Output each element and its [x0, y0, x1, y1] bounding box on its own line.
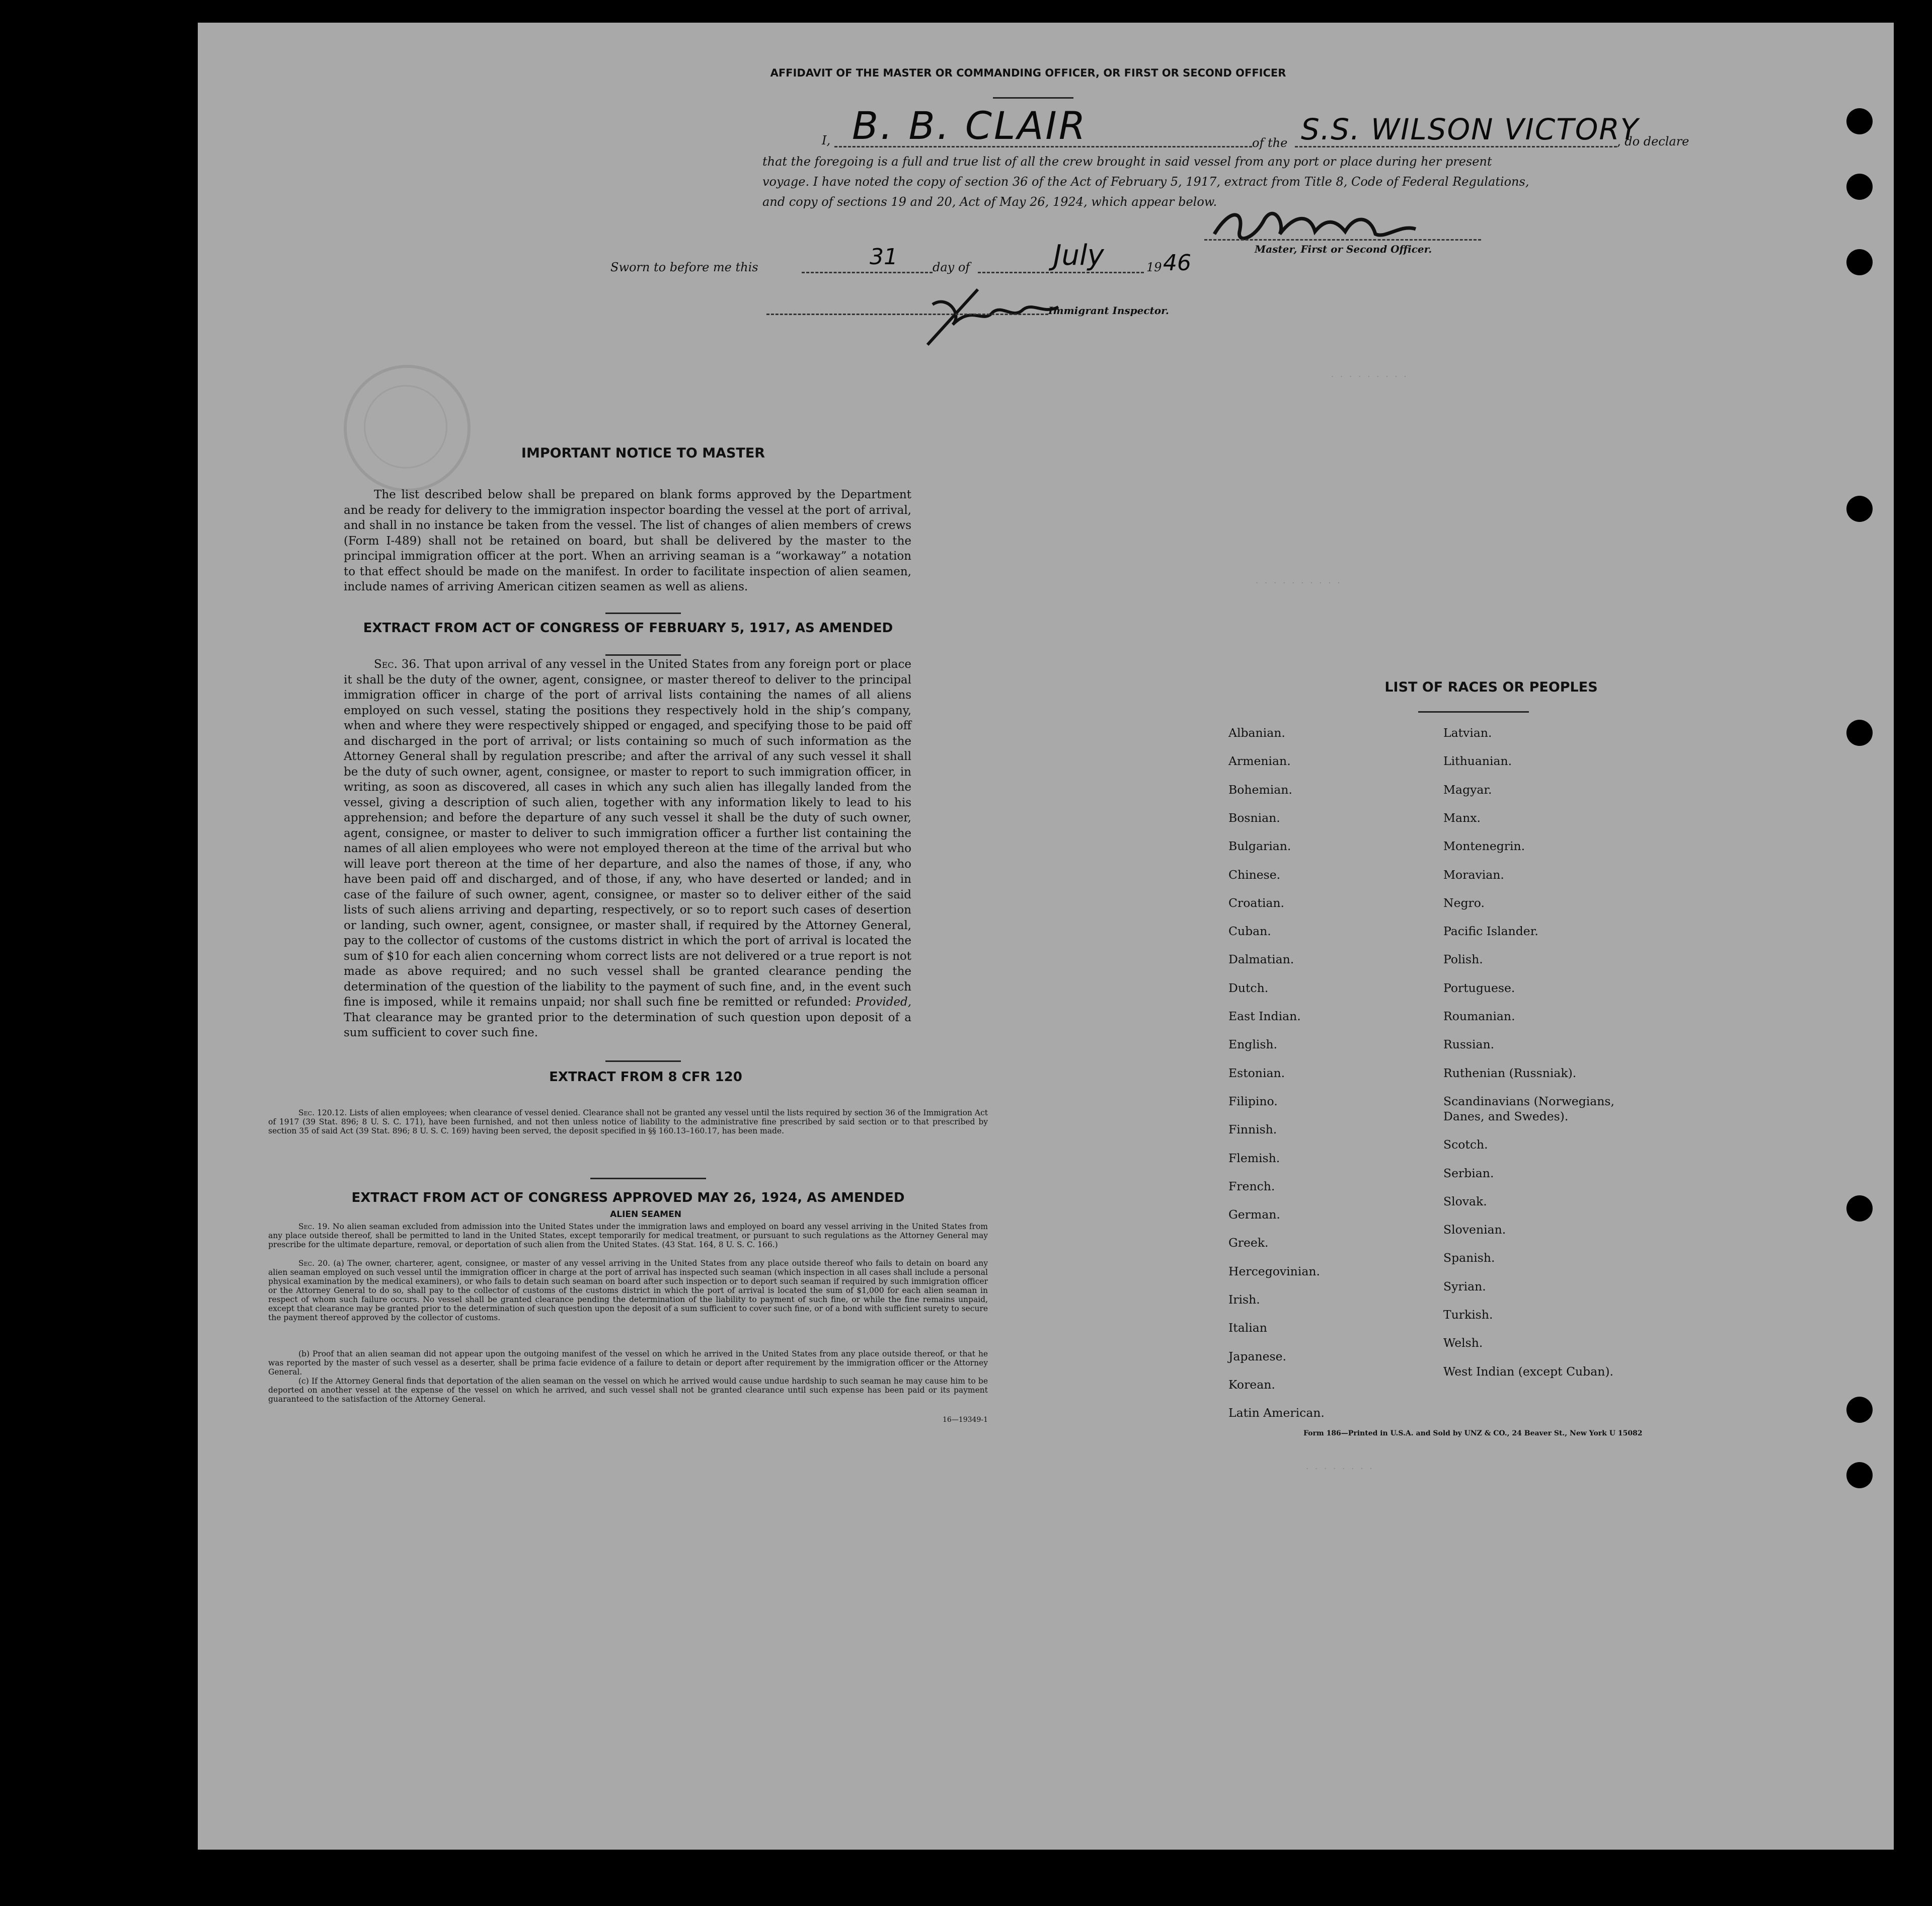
race-right-item: Portuguese.: [1443, 980, 1515, 995]
race-left-item: Croatian.: [1228, 895, 1284, 910]
race-left-item: Dalmatian.: [1228, 952, 1294, 967]
race-left-item: Armenian.: [1228, 754, 1291, 769]
punch-hole: [1846, 1462, 1873, 1488]
extract-1917-heading: EXTRACT FROM ACT OF CONGRESS OF FEBRUARY 5, 1917, AS AMENDED: [363, 621, 893, 636]
punch-hole: [1846, 720, 1873, 746]
race-left-item: French.: [1228, 1179, 1275, 1193]
sec-20c-body: (c) If the Attorney General finds that deportation of the alien seaman on the vessel on which he arrived would cause undue hardship to such seaman he may cause him to be deported on another vessel at the expense of the vessel on which he arrived, and such vessel shall not be granted clearance until such expense has been paid or its payment guaranteed to the satisfaction of the Attorney General.: [268, 1377, 988, 1404]
race-right-item: Turkish.: [1443, 1308, 1493, 1322]
extract-1924-subheading: ALIEN SEAMEN: [610, 1209, 681, 1219]
race-right-item: West Indian (except Cuban).: [1443, 1364, 1614, 1379]
race-left-item: English.: [1228, 1037, 1278, 1052]
master-signature-line: [1204, 239, 1481, 241]
cfr-body: [268, 1108, 988, 1135]
sec-120-label: Sec. 120.12.: [298, 1108, 347, 1117]
race-right-item: Magyar.: [1443, 782, 1492, 797]
punch-hole: [1846, 496, 1873, 522]
race-left-item: East Indian.: [1228, 1009, 1301, 1023]
print-code: 16—19349-1: [943, 1416, 988, 1424]
race-right-item: Moravian.: [1443, 867, 1504, 882]
race-left-item: German.: [1228, 1207, 1280, 1222]
divider: [605, 613, 681, 614]
race-left-item: Cuban.: [1228, 924, 1271, 939]
divider: [1418, 711, 1529, 713]
of-the-label: of the: [1252, 136, 1288, 150]
year-handwritten: 46: [1163, 250, 1191, 276]
punch-hole: [1846, 108, 1873, 134]
race-left-item: Finnish.: [1228, 1122, 1277, 1137]
race-left-item: Greek.: [1228, 1236, 1269, 1250]
affidavit-line-2: that the foregoing is a full and true list of all the crew brought in said vessel from any port or place during her present: [762, 155, 1492, 169]
divider: [605, 654, 681, 656]
race-right-item: Scotch.: [1443, 1137, 1488, 1152]
race-left-item: Bosnian.: [1228, 810, 1280, 825]
race-left-item: Japanese.: [1228, 1349, 1286, 1363]
punch-hole: [1846, 1397, 1873, 1423]
divider: [993, 97, 1073, 99]
race-right-item: Pacific Islander.: [1443, 924, 1538, 939]
punch-hole: [1846, 249, 1873, 275]
race-right-item: Montenegrin.: [1443, 839, 1525, 854]
inspector-scribble: [917, 284, 1068, 350]
divider: [605, 1060, 681, 1062]
race-left-item: Filipino.: [1228, 1094, 1278, 1108]
sec-20-label: Sec. 20.: [298, 1259, 331, 1268]
race-left-item: Italian: [1228, 1321, 1267, 1335]
race-right-item: Latvian.: [1443, 726, 1492, 740]
sec-20b-body: (b) Proof that an alien seaman did not appear upon the outgoing manifest of the vessel on which he arrived in the United States from any place outside thereof, or that he was reported by the master of such vessel as a deserter, shall be prima facie evidence of a failure to detain or deport after requirement by the immigration officer or the Attorney General.: [268, 1349, 988, 1377]
race-right-item: Roumanian.: [1443, 1009, 1515, 1023]
form-note: Form 186—Printed in U.S.A. and Sold by UNZ & CO., 24 Beaver St., New York U 15082: [1303, 1429, 1643, 1437]
race-right-item: Ruthenian (Russniak).: [1443, 1065, 1577, 1080]
bleed-through-text: . . . . . . . . . .: [1255, 576, 1341, 585]
document-page: [198, 23, 1894, 1850]
race-left-item: Flemish.: [1228, 1151, 1280, 1165]
sec-20a-body: [268, 1259, 988, 1322]
punch-hole: [1846, 1195, 1873, 1222]
sec-19-body: [268, 1222, 988, 1249]
races-heading: LIST OF RACES OR PEOPLES: [1384, 679, 1598, 695]
race-left-item: Albanian.: [1228, 726, 1285, 740]
race-right-item: Polish.: [1443, 952, 1483, 967]
race-left-item: Estonian.: [1228, 1065, 1285, 1080]
inspector-line: [766, 314, 1048, 315]
extract-1917-body: [344, 657, 911, 1041]
day-line: [802, 272, 933, 273]
inspector-label: Immigrant Inspector.: [1048, 304, 1169, 317]
bleed-through-text: . . . . . . . .: [1305, 1462, 1373, 1471]
month-line: [978, 272, 1144, 273]
race-left-item: Hercegovinian.: [1228, 1264, 1320, 1278]
race-right-item: Welsh.: [1443, 1336, 1483, 1350]
sec-36-label: Sec. 36.: [374, 658, 420, 671]
race-left-item: Bohemian.: [1228, 782, 1292, 797]
race-right-item: Scandinavians (Norwegians,: [1443, 1094, 1614, 1108]
month-handwritten: July: [1053, 239, 1104, 272]
race-left-item: Irish.: [1228, 1292, 1260, 1307]
race-right-item: Negro.: [1443, 895, 1485, 910]
race-right-item: Spanish.: [1443, 1251, 1495, 1265]
race-left-item: Latin American.: [1228, 1406, 1325, 1420]
sec-36-text-end: That clearance may be granted prior to the determination of such question upon deposit of a sum sufficient to cover such fine.: [344, 1011, 911, 1039]
sec-120-text: Lists of alien employees; when clearance of vessel denied. Clearance shall not be granted any vessel until the lists required by section 36 of the Immigration Act of 1917 (39 Stat. 896; 8 U. S. C. 171), have been furnished, and not then unless notice of liability to the administrative fine prescribed by said section or to that prescribed by section 35 of said Act (39 Stat. 896; 8 U. S. C. 169) having been served, the deposit specified in §§ 160.13–160.17, has been made.: [268, 1108, 988, 1135]
extract-1924-heading: EXTRACT FROM ACT OF CONGRESS APPROVED MAY 26, 1924, AS AMENDED: [351, 1190, 905, 1205]
inspector-signature: [917, 284, 1068, 352]
sec-20a-text: (a) The owner, charterer, agent, consignee, or master of any vessel arriving in the United States from any place outside thereof who fails to detain on board any alien seaman employed on such vessel until the immigration officer in charge at the port of arrival has inspected such seaman (which inspection in all cases shall include a personal physical examination by the medical examiners), or who fails to detain such seaman on board after such inspection or to deport such seaman if required by such immigration officer or the Attorney General to do so, shall pay to the collector of customs of the customs district in which the port of arrival is located the sum of $1,000 for each alien seaman in respect of whom such failure occurs. No vessel shall be granted clearance pending the determination of the liability to payment of such fine, or while the fine remains unpaid, except that clearance may be granted prior to the determination of such question upon the deposit of a sum sufficient to cover such fine, or of a bond with sufficient surety to secure the payment thereof approved by the collector of customs.: [268, 1259, 988, 1322]
race-right-item: Russian.: [1443, 1037, 1495, 1052]
officer-name-handwritten: B. B. CLAIR: [852, 103, 1088, 148]
embossed-seal-inner: [364, 385, 447, 469]
punch-hole: [1846, 174, 1873, 200]
race-right-item: Serbian.: [1443, 1166, 1494, 1180]
sworn-label: Sworn to before me this: [610, 260, 758, 274]
affidavit-i-label: I,: [822, 133, 831, 147]
signature-scribble: [1209, 204, 1421, 249]
race-left-item: Dutch.: [1228, 980, 1269, 995]
sec-19-text: No alien seaman excluded from admission into the United States under the immigration laws and employed on board any vessel arriving in the United States from any place outside thereof, shall be permitted to land in the United States, except temporarily for medical treatment, or pursuant to such regulations as the Attorney General may prescribe for the ultimate departure, removal, or deportation of such alien from the United States. (43 Stat. 164, 8 U. S. C. 166.): [268, 1222, 988, 1249]
master-label: Master, First or Second Officer.: [1255, 243, 1432, 255]
affidavit-line-4: and copy of sections 19 and 20, Act of May 26, 1924, which appear below.: [762, 195, 1217, 209]
race-right-item: Danes, and Swedes).: [1443, 1109, 1569, 1123]
notice-heading: IMPORTANT NOTICE TO MASTER: [521, 445, 765, 461]
race-left-item: Bulgarian.: [1228, 839, 1291, 854]
sec-19-label: Sec. 19.: [298, 1222, 330, 1231]
race-right-item: Lithuanian.: [1443, 754, 1512, 769]
bleed-through-text: . . . . . . . . .: [1330, 370, 1408, 379]
vessel-name-handwritten: S.S. WILSON VICTORY: [1301, 112, 1640, 146]
cfr-heading: EXTRACT FROM 8 CFR 120: [549, 1070, 742, 1085]
race-left-item: Korean.: [1228, 1377, 1275, 1392]
divider: [590, 1178, 706, 1179]
race-right-item: Slovenian.: [1443, 1223, 1506, 1237]
day-handwritten: 31: [870, 244, 898, 270]
affidavit-line-3: voyage. I have noted the copy of section 36 of the Act of February 5, 1917, extract from Title 8, Code of Federal Regulations,: [762, 175, 1529, 189]
day-of-label: day of: [933, 260, 970, 274]
sec-36-text: That upon arrival of any vessel in the United States from any foreign port or place it shall be the duty of the owner, agent, consignee, or master thereof to deliver to the principal immigration officer in charge of the port of arrival lists containing the names of all aliens employed on such vessel, stating the positions they respectively hold in the ship’s company, when and where they were respectively shipped or engaged, and specifying those to be paid off and discharged in the port of arrival; or lists containing so much of such information as the Attorney General shall by regulation prescribe; and after the arrival of any such vessel it shall be the duty of such owner, agent, consignee, or master to report to such immigration officer, in writing, as soon as discovered, all cases in which any such alien has illegally landed from the vessel, giving a description of such alien, together with any information likely to lead to his apprehension; and before the departure of any such vessel it shall be the duty of such owner, agent, consignee, or master to deliver to such immigration officer a further list containing the names of all alien employees who were not employed thereon at the time of the arrival but who will leave port thereon at the time of her departure, and also the names of those, if any, who have been paid off and discharged, and of those, if any, who have deserted or landed; and in case of the failure of such owner, agent, consignee, or master so to deliver either of the said lists of such aliens arriving and departing, respectively, or so to report such cases of desertion or landing, such owner, agent, consignee, or master shall, if required by the Attorney General, pay to the collector of customs of the customs district in which the port of arrival is located the sum of $10 for each alien concerning whom correct lists are not delivered or a true report is not made as above required; and no such vessel shall be granted clearance pending the determination of the question of the liability to the payment of such fine, and, in the event such fine is imposed, while it remains unpaid; nor shall such fine be remitted or refunded:: [344, 658, 911, 1009]
year-prefix: 19: [1146, 260, 1162, 274]
do-declare-label: , do declare: [1617, 134, 1689, 148]
race-left-item: Chinese.: [1228, 867, 1281, 882]
race-right-item: Slovak.: [1443, 1194, 1487, 1208]
affidavit-title: AFFIDAVIT OF THE MASTER OR COMMANDING OFFICER, OR FIRST OR SECOND OFFICER: [770, 67, 1286, 79]
race-right-item: Syrian.: [1443, 1279, 1486, 1293]
provided-label: Provided,: [855, 996, 912, 1009]
race-right-item: Manx.: [1443, 810, 1481, 825]
notice-body: The list described below shall be prepared on blank forms approved by the Department and be ready for delivery to the immigration inspector boarding the vessel at the port of arrival, and shall in no instance be taken from the vessel. The list of changes of alien members of crews (Form I-489) shall not be retained on board, but shall be delivered by the master to the principal immigration officer at the port. When an arriving seaman is a “workaway” a notation to that effect should be made on the manifest. In order to facilitate inspection of alien seamen, include names of arriving American citizen seamen as well as aliens.: [344, 488, 911, 593]
